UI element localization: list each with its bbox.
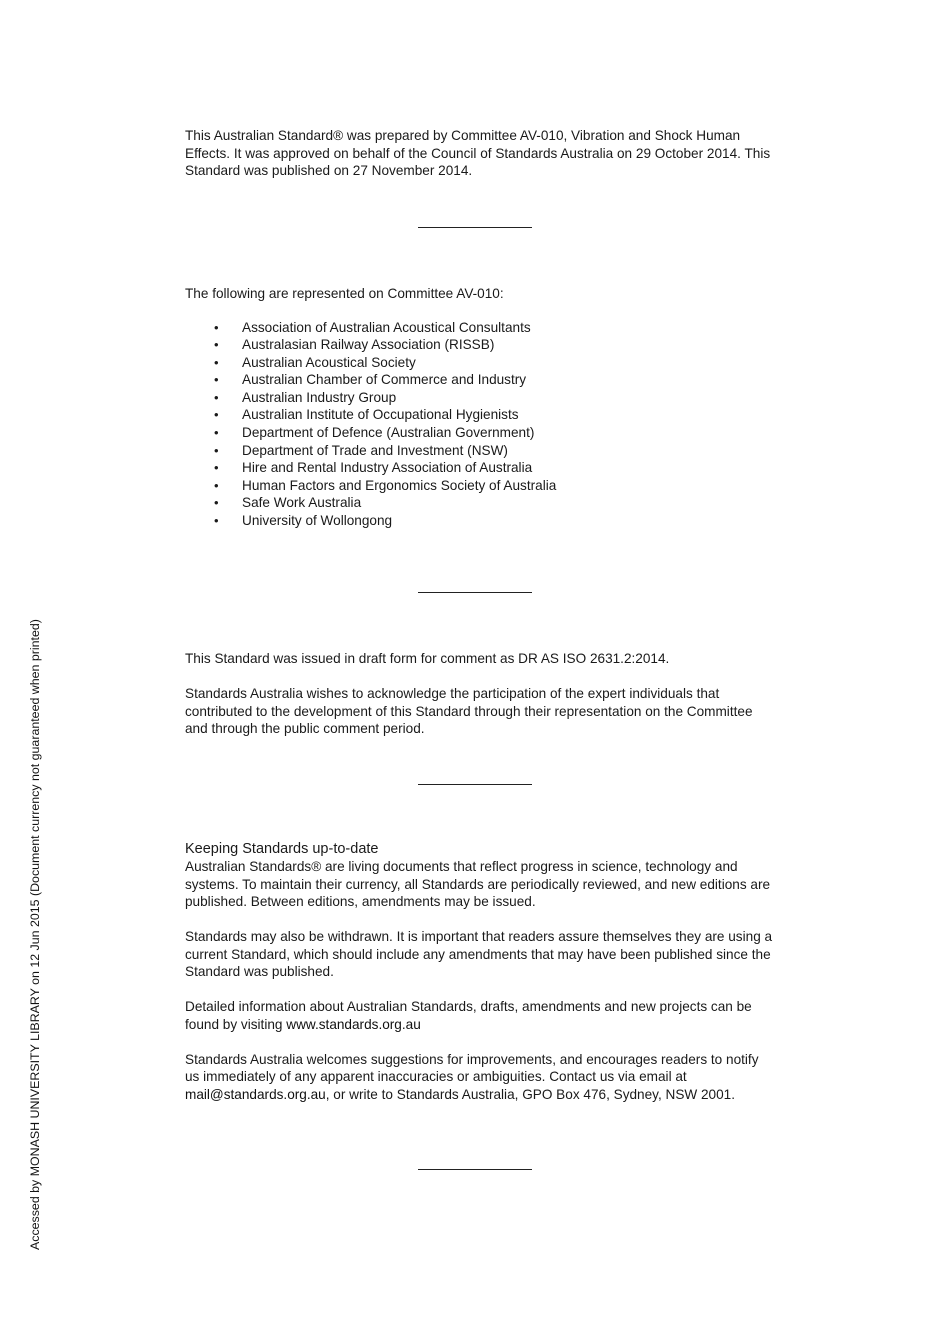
list-item [185,336,775,354]
bullet-icon: • [214,495,219,511]
list-item [185,354,775,372]
committee-member-list [185,319,775,530]
section-divider-1 [418,227,532,228]
list-item [185,406,775,424]
list-item [185,442,775,460]
list-item [185,459,775,477]
section-divider-3 [418,784,532,785]
bullet-icon: • [214,477,219,493]
preparation-text: This Australian Standard® was prepared by Committee AV-010, Vibration and Shock Human Effects. It was approved on behalf of the Council of Standards Australia on 29 October 2014. This Standard was published on 27 November 2014. [185,128,771,178]
keeping-paragraph-4-suffix: , or write to Standards Australia, GPO Box 476, Sydney, NSW 2001. [325,1086,736,1102]
bullet-icon: • [214,389,219,405]
section-divider-2 [418,592,532,593]
member-name: Australian Institute of Occupational Hygienists [242,407,519,423]
keeping-paragraph-4-text: Standards Australia welcomes suggestions for improvements, and encourages readers to notify us immediately of any apparent inaccuracies or ambiguities. Contact us via email at [185,1051,759,1084]
bullet-icon: • [214,319,219,335]
committee-section [185,285,775,530]
preparation-section [185,127,775,180]
list-item [185,494,775,512]
keeping-paragraph-1: Australian Standards® are living documents that reflect progress in science, technology and systems. To maintain their currency, all Standards are periodically reviewed, and new editions are published. Between editions, amendments may be issued. [185,859,771,909]
keeping-paragraph-3-text: Detailed information about Australian Standards, drafts, amendments and new projects can be found by visiting [185,999,752,1032]
bullet-icon: • [214,460,219,476]
member-name: Department of Defence (Australian Government) [242,425,535,441]
access-watermark: Accessed by MONASH UNIVERSITY LIBRARY on 12 Jun 2015 (Document currency not guaranteed when printed) [28,619,42,1250]
member-name: Hire and Rental Industry Association of Australia [242,460,533,476]
member-name: Australasian Railway Association (RISSB) [242,337,495,353]
email-link[interactable]: mail@standards.org.au [185,1086,326,1102]
list-item [185,424,775,442]
bullet-icon: • [214,372,219,388]
member-name: University of Wollongong [242,513,393,529]
bullet-icon: • [214,407,219,423]
committee-intro: The following are represented on Committee AV-010: [185,286,504,301]
section-divider-4 [418,1169,532,1170]
list-item [185,477,775,495]
list-item [185,371,775,389]
keeping-standards-section [185,840,775,1103]
acknowledgement-text: Standards Australia wishes to acknowledge the participation of the expert individuals that contributed to the development of this Standard through their representation on the Committee and through the public comment period. [185,686,753,736]
bullet-icon: • [214,337,219,353]
website-link[interactable]: www.standards.org.au [286,1016,421,1032]
draft-text: This Standard was issued in draft form for comment as DR AS ISO 2631.2:2014. [185,651,670,666]
member-name: Department of Trade and Investment (NSW) [242,442,508,458]
keeping-paragraph-2: Standards may also be withdrawn. It is important that readers assure themselves they are using a current Standard, which should include any amendments that may have been published since the Standard was published. [185,929,773,979]
member-name: Australian Acoustical Society [242,354,416,370]
keeping-paragraph-4 [185,1051,775,1104]
bullet-icon: • [214,513,219,529]
bullet-icon: • [214,442,219,458]
member-name: Safe Work Australia [242,495,362,511]
draft-section [185,650,775,738]
member-name: Human Factors and Ergonomics Society of Australia [242,477,557,493]
member-name: Association of Australian Acoustical Consultants [242,319,531,335]
bullet-icon: • [214,425,219,441]
section-heading: Keeping Standards up-to-date [185,841,379,857]
bullet-icon: • [214,354,219,370]
member-name: Australian Chamber of Commerce and Industry [242,372,527,388]
list-item [185,389,775,407]
list-item [185,512,775,530]
list-item [185,319,775,337]
keeping-paragraph-3 [185,998,775,1033]
member-name: Australian Industry Group [242,389,397,405]
